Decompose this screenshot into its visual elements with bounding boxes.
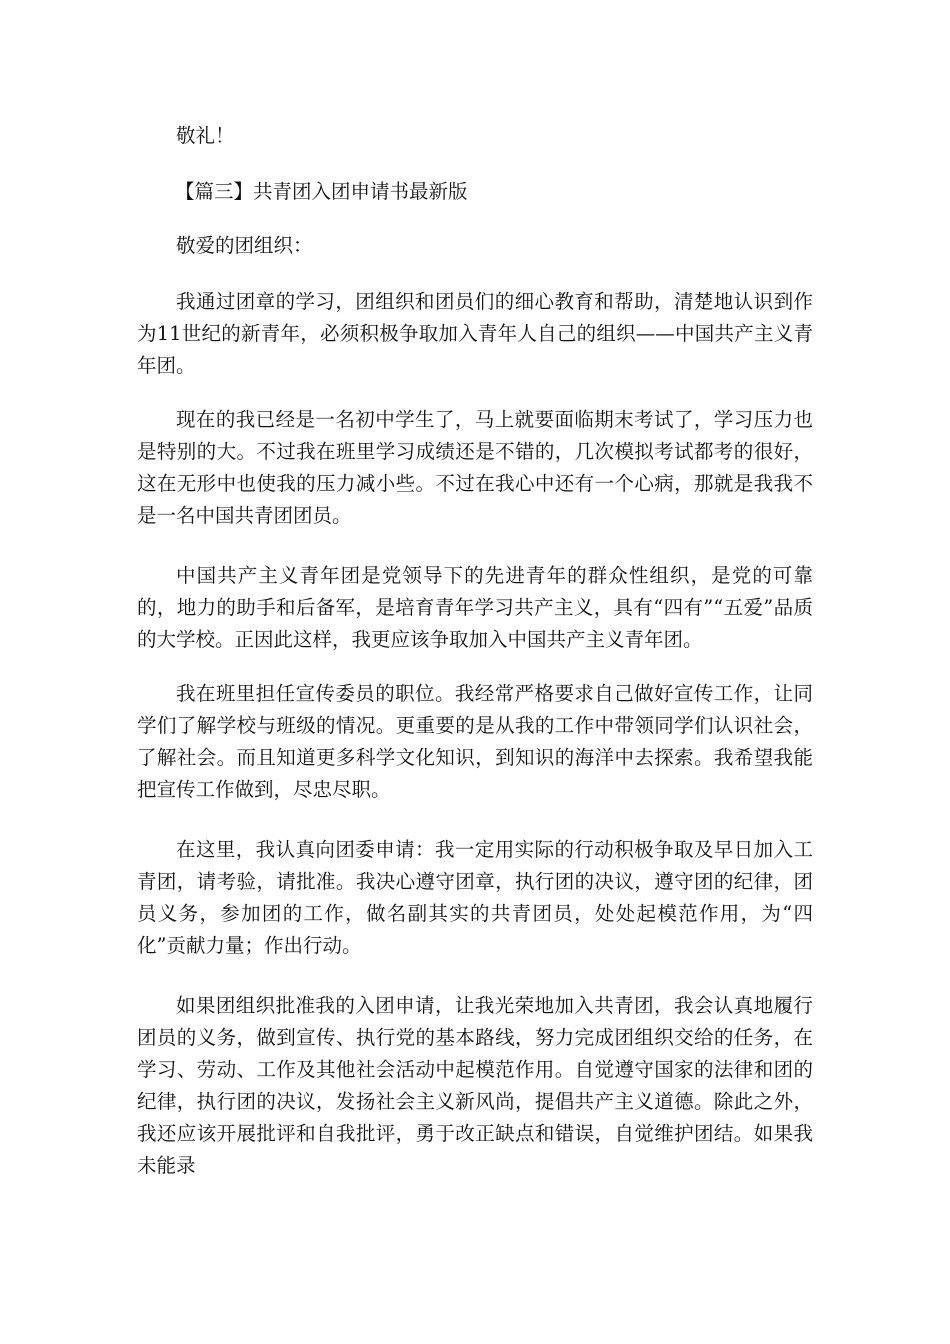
closing-line: 敬礼！ (176, 124, 235, 147)
paragraph-2: 现在的我已经是一名初中学生了，马上就要面临期末考试了，学习压力也是特别的大。不过我在班里学习成绩还是不错的，几次模拟考试都考的很好，这在无形中也使我的压力减小些。不过在我心中还有一个心病，那就是我我不是一名中国共青团团员。 (137, 408, 813, 527)
paragraph-4: 我在班里担任宣传委员的职位。我经常严格要求自己做好宣传工作，让同学们了解学校与班级的情况。更重要的是从我的工作中带领同学们认识社会，了解社会。而且知道更多科学文化知识，到知识的海洋中去探索。我希望我能把宣传工作做到，尽忠尽职。 (137, 682, 813, 801)
paragraph-5: 在这里，我认真向团委申请：我一定用实际的行动积极争取及早日加入工青团，请考验，请批准。我决心遵守团章，执行团的决议，遵守团的纪律，团员义务，参加团的工作，做名副其实的共青团员，处处起模范作用，为“四化”贡献力量；作出行动。 (137, 838, 813, 957)
document-body (137, 120, 813, 1180)
paragraph-1: 我通过团章的学习，团组织和团员们的细心教育和帮助，清楚地认识到作为11世纪的新青年，必须积极争取加入青年人自己的组织——中国共产主义青年团。 (137, 290, 813, 377)
section-heading: 【篇三】共青团入团申请书最新版 (175, 180, 468, 203)
paragraph-6: 如果团组织批准我的入团申请，让我光荣地加入共青团，我会认真地履行团员的义务，做到宣传、执行党的基本路线，努力完成团组织交给的任务，在学习、劳动、工作及其他社会活动中起模范作用。自觉遵守国家的法律和团的纪律，执行团的决议，发扬社会主义新风尚，提倡共产主义道德。除此之外，我还应该开展批评和自我批评，勇于改正缺点和错误，自觉维护团结。如果我未能录 (137, 994, 813, 1177)
salutation-line: 敬爱的团组织： (176, 234, 313, 257)
paragraph-3: 中国共产主义青年团是党领导下的先进青年的群众性组织，是党的可靠的，地力的助手和后备军，是培育青年学习共产主义，具有“四有”“五爱”品质的大学校。正因此这样，我更应该争取加入中国共产主义青年团。 (137, 564, 813, 651)
